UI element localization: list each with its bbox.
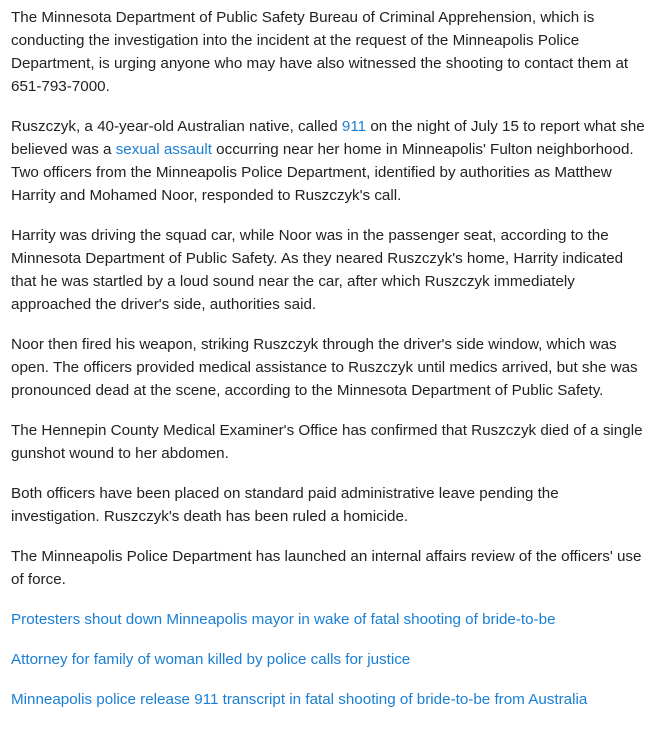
- related-link-item: [11, 688, 646, 711]
- paragraph-text: on the night of July 15 to report what she believed was a: [11, 118, 645, 158]
- related-link-item: [11, 648, 646, 671]
- related-links: [11, 608, 646, 711]
- related-link-911-transcript[interactable]: Minneapolis police release 911 transcript in fatal shooting of bride-to-be from Australia: [11, 691, 588, 708]
- article-paragraph: The Hennepin County Medical Examiner's Office has confirmed that Ruszczyk died of a single gunshot wound to her abdomen.: [11, 422, 643, 462]
- article-body: [0, 6, 660, 711]
- article-paragraph: Both officers have been placed on standard paid administrative leave pending the investigation. Ruszczyk's death has been ruled a homicide.: [11, 485, 559, 525]
- link-911[interactable]: 911: [341, 118, 367, 135]
- link-sexual-assault[interactable]: sexual assault: [115, 141, 212, 158]
- article-paragraph: Noor then fired his weapon, striking Ruszczyk through the driver's side window, which was open. The officers provided medical assistance to Ruszczyk until medics arrived, but she was pronounced dead at the scene, according to the Minnesota Department of Public Safety.: [11, 336, 638, 399]
- article-paragraph: The Minnesota Department of Public Safety Bureau of Criminal Apprehension, which is conducting the investigation into the incident at the request of the Minneapolis Police Department, is urging anyone who may have also witnessed the shooting to contact them at 651-793-7000.: [11, 9, 629, 95]
- related-link-protesters-mayor[interactable]: Protesters shout down Minneapolis mayor in wake of fatal shooting of bride-to-be: [11, 611, 556, 628]
- paragraph-text: Ruszczyk, a 40-year-old Australian native, called: [11, 118, 342, 135]
- paragraph-text: occurring near her home in Minneapolis' Fulton neighborhood. Two officers from the Minneapolis Police Department, identified by authorities as Matthew Harrity and Mohamed Noor, responded to Ruszczyk's call.: [11, 141, 634, 204]
- related-link-item: [11, 608, 646, 631]
- related-link-attorney-family[interactable]: Attorney for family of woman killed by police calls for justice: [11, 651, 411, 668]
- article-paragraph: [11, 115, 646, 207]
- article-paragraph: Harrity was driving the squad car, while Noor was in the passenger seat, according to the Minnesota Department of Public Safety. As they neared Ruszczyk's home, Harrity indicated that he was startled by a loud sound near the car, after which Ruszczyk immediately approached the driver's side, authorities said.: [11, 227, 624, 313]
- article-paragraph: The Minneapolis Police Department has launched an internal affairs review of the officers' use of force.: [11, 548, 642, 588]
